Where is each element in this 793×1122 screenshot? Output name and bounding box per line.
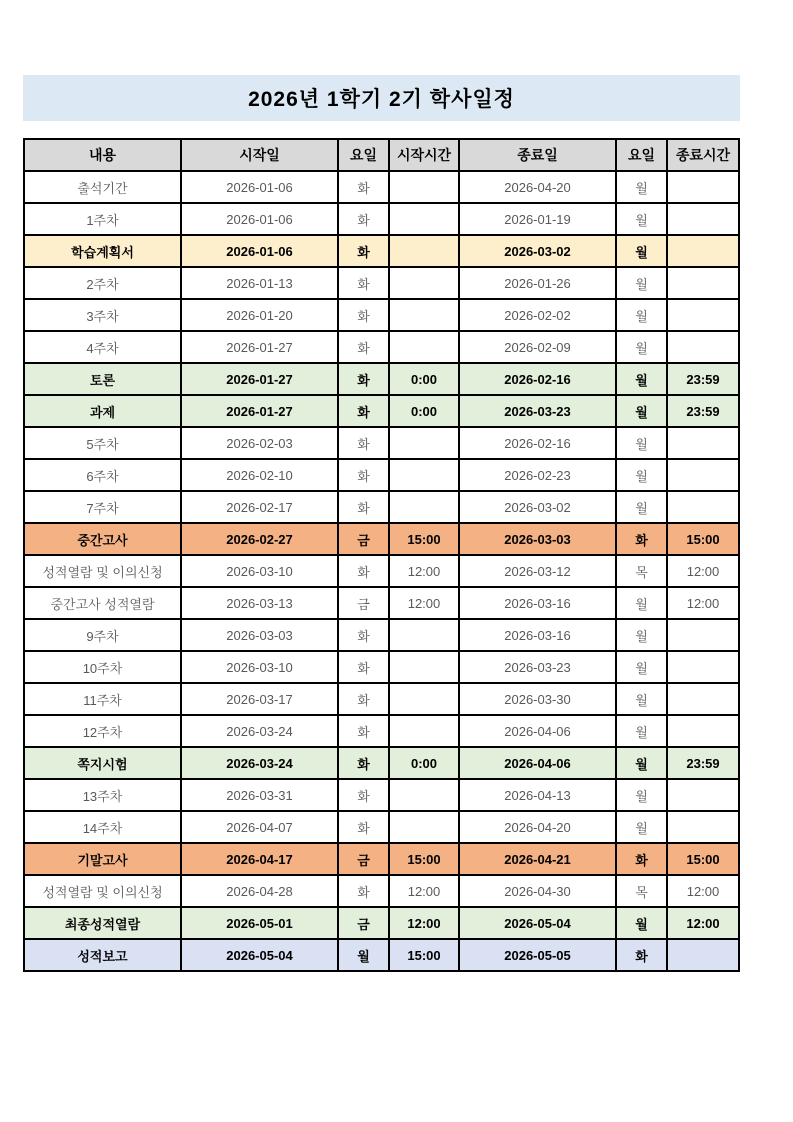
cell-start-time: 12:00 (389, 907, 459, 939)
cell-end-date: 2026-04-06 (459, 747, 616, 779)
table-row (24, 939, 739, 971)
table-row (24, 459, 739, 491)
cell-start-date: 2026-03-31 (181, 779, 338, 811)
cell-start-date: 2026-05-04 (181, 939, 338, 971)
cell-end-day: 월 (616, 779, 667, 811)
cell-content: 13주차 (24, 779, 181, 811)
cell-start-day: 월 (338, 939, 389, 971)
cell-content: 14주차 (24, 811, 181, 843)
cell-start-time: 12:00 (389, 587, 459, 619)
table-row (24, 203, 739, 235)
cell-start-date: 2026-04-07 (181, 811, 338, 843)
cell-start-time (389, 203, 459, 235)
cell-content: 11주차 (24, 683, 181, 715)
cell-start-day: 금 (338, 523, 389, 555)
cell-start-date: 2026-01-27 (181, 331, 338, 363)
cell-content: 5주차 (24, 427, 181, 459)
cell-start-time (389, 427, 459, 459)
cell-start-time (389, 235, 459, 267)
schedule-table-body (24, 171, 739, 971)
cell-end-time: 15:00 (667, 843, 739, 875)
cell-start-day: 금 (338, 907, 389, 939)
cell-start-date: 2026-03-10 (181, 555, 338, 587)
table-row (24, 907, 739, 939)
cell-content: 성적보고 (24, 939, 181, 971)
cell-end-date: 2026-03-12 (459, 555, 616, 587)
cell-end-date: 2026-03-23 (459, 395, 616, 427)
cell-content: 출석기간 (24, 171, 181, 203)
cell-content: 기말고사 (24, 843, 181, 875)
table-row (24, 331, 739, 363)
cell-end-day: 목 (616, 555, 667, 587)
cell-end-day: 월 (616, 587, 667, 619)
cell-start-day: 화 (338, 651, 389, 683)
cell-content: 9주차 (24, 619, 181, 651)
cell-content: 1주차 (24, 203, 181, 235)
cell-end-date: 2026-03-16 (459, 619, 616, 651)
cell-end-time (667, 171, 739, 203)
page-title: 2026년 1학기 2기 학사일정 (23, 75, 740, 121)
cell-end-day: 월 (616, 747, 667, 779)
cell-end-day: 월 (616, 683, 667, 715)
cell-end-time (667, 811, 739, 843)
cell-start-day: 화 (338, 203, 389, 235)
cell-start-day: 화 (338, 715, 389, 747)
cell-start-date: 2026-03-13 (181, 587, 338, 619)
cell-start-day: 화 (338, 267, 389, 299)
cell-end-day: 월 (616, 651, 667, 683)
cell-end-time (667, 715, 739, 747)
cell-end-time (667, 299, 739, 331)
cell-start-day: 화 (338, 171, 389, 203)
cell-start-day: 화 (338, 459, 389, 491)
cell-end-time (667, 267, 739, 299)
cell-start-time (389, 683, 459, 715)
cell-content: 성적열람 및 이의신청 (24, 555, 181, 587)
cell-content: 4주차 (24, 331, 181, 363)
column-header-end-time: 종료시간 (667, 139, 739, 171)
cell-end-time (667, 683, 739, 715)
table-row (24, 715, 739, 747)
cell-start-day: 화 (338, 779, 389, 811)
cell-start-date: 2026-02-17 (181, 491, 338, 523)
cell-start-time: 0:00 (389, 363, 459, 395)
cell-end-date: 2026-05-04 (459, 907, 616, 939)
cell-start-date: 2026-01-06 (181, 235, 338, 267)
cell-content: 학습계획서 (24, 235, 181, 267)
cell-start-date: 2026-01-06 (181, 203, 338, 235)
column-header-start-time: 시작시간 (389, 139, 459, 171)
cell-start-date: 2026-04-17 (181, 843, 338, 875)
cell-content: 3주차 (24, 299, 181, 331)
schedule-table (23, 138, 740, 972)
cell-start-time: 15:00 (389, 939, 459, 971)
cell-end-date: 2026-04-13 (459, 779, 616, 811)
cell-end-date: 2026-03-16 (459, 587, 616, 619)
cell-start-date: 2026-03-03 (181, 619, 338, 651)
cell-end-date: 2026-05-05 (459, 939, 616, 971)
cell-end-day: 월 (616, 171, 667, 203)
cell-start-day: 화 (338, 683, 389, 715)
cell-start-day: 화 (338, 395, 389, 427)
cell-end-date: 2026-04-30 (459, 875, 616, 907)
table-row (24, 267, 739, 299)
cell-end-day: 화 (616, 939, 667, 971)
table-row (24, 523, 739, 555)
cell-end-day: 월 (616, 267, 667, 299)
cell-start-day: 화 (338, 747, 389, 779)
table-row (24, 299, 739, 331)
column-header-start-date: 시작일 (181, 139, 338, 171)
cell-end-date: 2026-04-21 (459, 843, 616, 875)
cell-end-date: 2026-02-16 (459, 427, 616, 459)
cell-end-time (667, 235, 739, 267)
cell-content: 7주차 (24, 491, 181, 523)
cell-end-time (667, 619, 739, 651)
table-row (24, 779, 739, 811)
cell-end-day: 월 (616, 427, 667, 459)
cell-end-date: 2026-03-03 (459, 523, 616, 555)
table-row (24, 875, 739, 907)
cell-end-day: 월 (616, 619, 667, 651)
cell-start-day: 화 (338, 427, 389, 459)
cell-content: 토론 (24, 363, 181, 395)
cell-end-time (667, 459, 739, 491)
cell-start-day: 금 (338, 843, 389, 875)
cell-end-day: 월 (616, 811, 667, 843)
cell-start-day: 화 (338, 299, 389, 331)
cell-start-time (389, 651, 459, 683)
table-row (24, 619, 739, 651)
cell-end-time (667, 427, 739, 459)
cell-end-date: 2026-02-02 (459, 299, 616, 331)
cell-start-date: 2026-04-28 (181, 875, 338, 907)
cell-start-time: 15:00 (389, 523, 459, 555)
cell-end-date: 2026-02-16 (459, 363, 616, 395)
cell-start-time (389, 715, 459, 747)
cell-start-day: 금 (338, 587, 389, 619)
cell-end-day: 월 (616, 395, 667, 427)
table-row (24, 235, 739, 267)
cell-end-time: 23:59 (667, 747, 739, 779)
cell-start-time (389, 331, 459, 363)
cell-content: 6주차 (24, 459, 181, 491)
cell-content: 과제 (24, 395, 181, 427)
cell-start-time (389, 171, 459, 203)
column-header-content: 내용 (24, 139, 181, 171)
cell-end-time (667, 491, 739, 523)
cell-end-time (667, 651, 739, 683)
cell-start-time: 0:00 (389, 747, 459, 779)
cell-end-time: 15:00 (667, 523, 739, 555)
table-row (24, 427, 739, 459)
cell-end-day: 월 (616, 459, 667, 491)
table-row (24, 555, 739, 587)
cell-end-time: 12:00 (667, 587, 739, 619)
table-row (24, 171, 739, 203)
cell-end-day: 월 (616, 715, 667, 747)
cell-end-time (667, 331, 739, 363)
cell-content: 10주차 (24, 651, 181, 683)
cell-start-date: 2026-03-24 (181, 715, 338, 747)
cell-start-date: 2026-02-27 (181, 523, 338, 555)
cell-end-time (667, 779, 739, 811)
cell-content: 성적열람 및 이의신청 (24, 875, 181, 907)
cell-start-day: 화 (338, 235, 389, 267)
cell-start-time (389, 299, 459, 331)
cell-end-time (667, 203, 739, 235)
cell-end-date: 2026-04-20 (459, 171, 616, 203)
table-row (24, 395, 739, 427)
cell-end-date: 2026-02-09 (459, 331, 616, 363)
cell-start-date: 2026-01-27 (181, 363, 338, 395)
cell-end-day: 화 (616, 843, 667, 875)
cell-start-date: 2026-01-20 (181, 299, 338, 331)
cell-start-day: 화 (338, 363, 389, 395)
cell-end-date: 2026-03-02 (459, 235, 616, 267)
cell-start-time (389, 459, 459, 491)
cell-start-date: 2026-03-17 (181, 683, 338, 715)
cell-content: 중간고사 (24, 523, 181, 555)
cell-start-time (389, 619, 459, 651)
cell-end-date: 2026-03-23 (459, 651, 616, 683)
cell-start-time (389, 491, 459, 523)
cell-start-time (389, 811, 459, 843)
cell-end-date: 2026-03-30 (459, 683, 616, 715)
cell-start-day: 화 (338, 811, 389, 843)
cell-start-date: 2026-01-06 (181, 171, 338, 203)
table-row (24, 683, 739, 715)
cell-end-date: 2026-04-20 (459, 811, 616, 843)
cell-end-day: 화 (616, 523, 667, 555)
cell-end-day: 월 (616, 299, 667, 331)
table-row (24, 811, 739, 843)
cell-start-time (389, 779, 459, 811)
cell-content: 쪽지시험 (24, 747, 181, 779)
cell-start-date: 2026-02-03 (181, 427, 338, 459)
cell-start-date: 2026-01-13 (181, 267, 338, 299)
cell-end-time: 12:00 (667, 555, 739, 587)
table-row (24, 747, 739, 779)
cell-start-day: 화 (338, 875, 389, 907)
cell-start-date: 2026-01-27 (181, 395, 338, 427)
cell-end-day: 월 (616, 235, 667, 267)
cell-end-time: 23:59 (667, 395, 739, 427)
cell-start-date: 2026-05-01 (181, 907, 338, 939)
cell-start-date: 2026-03-24 (181, 747, 338, 779)
cell-end-day: 월 (616, 491, 667, 523)
table-row (24, 587, 739, 619)
cell-content: 중간고사 성적열람 (24, 587, 181, 619)
cell-end-date: 2026-01-19 (459, 203, 616, 235)
table-row (24, 843, 739, 875)
table-row (24, 491, 739, 523)
cell-start-date: 2026-03-10 (181, 651, 338, 683)
cell-end-time (667, 939, 739, 971)
cell-start-day: 화 (338, 491, 389, 523)
cell-start-day: 화 (338, 555, 389, 587)
cell-end-date: 2026-03-02 (459, 491, 616, 523)
cell-content: 최종성적열람 (24, 907, 181, 939)
cell-end-time: 12:00 (667, 907, 739, 939)
cell-start-day: 화 (338, 619, 389, 651)
cell-end-date: 2026-01-26 (459, 267, 616, 299)
cell-content: 2주차 (24, 267, 181, 299)
cell-start-time (389, 267, 459, 299)
cell-end-time: 12:00 (667, 875, 739, 907)
column-header-start-day: 요일 (338, 139, 389, 171)
cell-end-day: 월 (616, 363, 667, 395)
cell-start-date: 2026-02-10 (181, 459, 338, 491)
cell-end-date: 2026-02-23 (459, 459, 616, 491)
cell-content: 12주차 (24, 715, 181, 747)
column-header-end-day: 요일 (616, 139, 667, 171)
cell-end-day: 월 (616, 331, 667, 363)
cell-end-day: 월 (616, 907, 667, 939)
cell-start-time: 15:00 (389, 843, 459, 875)
table-header (24, 139, 739, 171)
cell-end-time: 23:59 (667, 363, 739, 395)
header-row (24, 139, 739, 171)
cell-start-time: 12:00 (389, 875, 459, 907)
cell-end-date: 2026-04-06 (459, 715, 616, 747)
cell-start-day: 화 (338, 331, 389, 363)
cell-start-time: 0:00 (389, 395, 459, 427)
cell-end-day: 목 (616, 875, 667, 907)
table-row (24, 651, 739, 683)
cell-end-day: 월 (616, 203, 667, 235)
column-header-end-date: 종료일 (459, 139, 616, 171)
table-row (24, 363, 739, 395)
cell-start-time: 12:00 (389, 555, 459, 587)
